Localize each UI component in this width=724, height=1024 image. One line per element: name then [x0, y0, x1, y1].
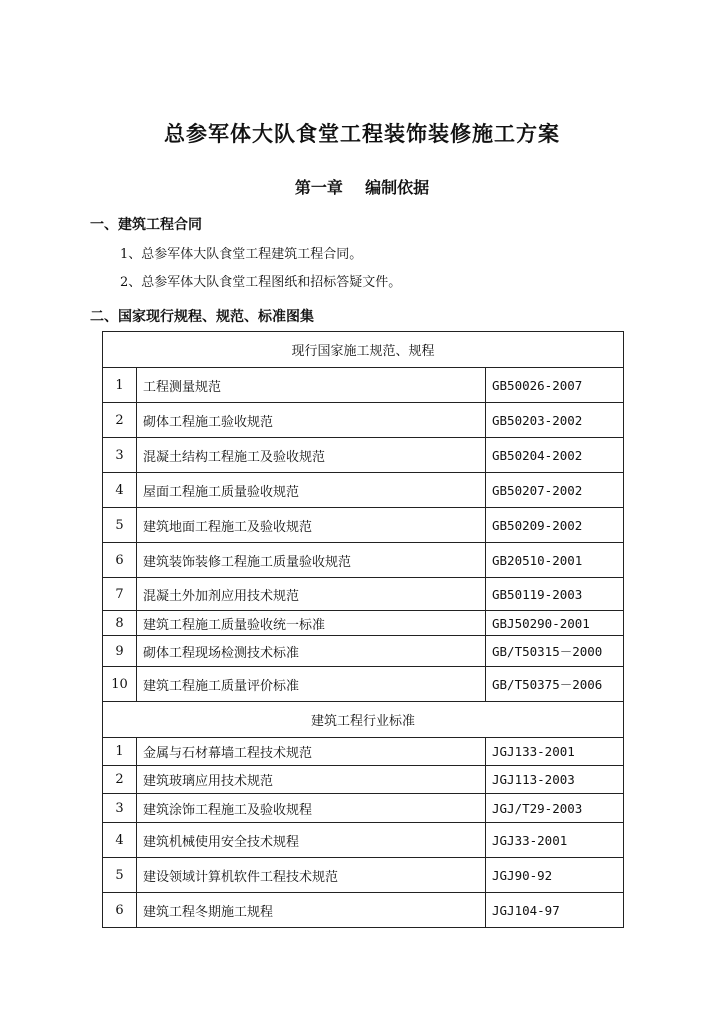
- document-title: 总参军体大队食堂工程装饰装修施工方案: [164, 122, 560, 146]
- standard-name: 混凝土外加剂应用技术规范: [137, 578, 486, 611]
- row-number: 2: [103, 403, 137, 438]
- table-row: [103, 823, 624, 858]
- standard-name: 建筑工程施工质量验收统一标准: [137, 611, 486, 636]
- table-row: [103, 611, 624, 636]
- standard-name: 屋面工程施工质量验收规范: [137, 473, 486, 508]
- row-number: 10: [103, 667, 137, 702]
- table-row: [103, 438, 624, 473]
- row-number: 8: [103, 611, 137, 636]
- row-number: 2: [103, 766, 137, 794]
- table-row: [103, 858, 624, 893]
- standard-name: 建筑机械使用安全技术规程: [137, 823, 486, 858]
- table-row: [103, 473, 624, 508]
- standard-name: 工程测量规范: [137, 368, 486, 403]
- standard-name: 建设领域计算机软件工程技术规范: [137, 858, 486, 893]
- section-heading-contract: 一、建筑工程合同: [90, 217, 202, 233]
- row-number: 1: [103, 738, 137, 766]
- standard-name: 建筑工程施工质量评价标准: [137, 667, 486, 702]
- group-title-industry: 建筑工程行业标准: [103, 702, 624, 738]
- standard-code: GB50203-2002: [486, 403, 624, 438]
- table-row: [103, 667, 624, 702]
- table-row: [103, 543, 624, 578]
- standard-name: 砌体工程施工验收规范: [137, 403, 486, 438]
- standard-code: GB50119-2003: [486, 578, 624, 611]
- standard-code: GB50026-2007: [486, 368, 624, 403]
- standard-code: JGJ133-2001: [486, 738, 624, 766]
- standard-code: GB/T50375－2006: [486, 667, 624, 702]
- row-number: 6: [103, 543, 137, 578]
- standard-code: GB50207-2002: [486, 473, 624, 508]
- standards-table: [102, 331, 624, 928]
- section-heading-standards: 二、国家现行规程、规范、标准图集: [90, 309, 314, 325]
- table-row: [103, 578, 624, 611]
- standard-code: JGJ33-2001: [486, 823, 624, 858]
- row-number: 9: [103, 636, 137, 667]
- row-number: 4: [103, 473, 137, 508]
- chapter-heading: 第一章 编制依据: [294, 178, 430, 197]
- standard-code: GB50209-2002: [486, 508, 624, 543]
- standard-code: JGJ90-92: [486, 858, 624, 893]
- table-row: [103, 368, 624, 403]
- standard-code: JGJ/T29-2003: [486, 794, 624, 823]
- standard-code: GB50204-2002: [486, 438, 624, 473]
- standard-code: JGJ113-2003: [486, 766, 624, 794]
- standard-code: GB20510-2001: [486, 543, 624, 578]
- row-number: 5: [103, 508, 137, 543]
- standard-name: 金属与石材幕墙工程技术规范: [137, 738, 486, 766]
- standard-code: JGJ104-97: [486, 893, 624, 928]
- group-header-row: [103, 702, 624, 738]
- standard-name: 建筑玻璃应用技术规范: [137, 766, 486, 794]
- row-number: 3: [103, 438, 137, 473]
- row-number: 5: [103, 858, 137, 893]
- group-header-row: [103, 332, 624, 368]
- row-number: 6: [103, 893, 137, 928]
- standard-name: 建筑工程冬期施工规程: [137, 893, 486, 928]
- row-number: 7: [103, 578, 137, 611]
- contract-item-1: 1、总参军体大队食堂工程建筑工程合同。: [120, 247, 363, 262]
- table-row: [103, 636, 624, 667]
- table-row: [103, 766, 624, 794]
- standard-name: 混凝土结构工程施工及验收规范: [137, 438, 486, 473]
- standard-code: GB/T50315－2000: [486, 636, 624, 667]
- row-number: 4: [103, 823, 137, 858]
- table-row: [103, 403, 624, 438]
- group-title-national: 现行国家施工规范、规程: [103, 332, 624, 368]
- table-row: [103, 893, 624, 928]
- standard-name: 建筑装饰装修工程施工质量验收规范: [137, 543, 486, 578]
- standard-name: 砌体工程现场检测技术标准: [137, 636, 486, 667]
- row-number: 3: [103, 794, 137, 823]
- standard-name: 建筑涂饰工程施工及验收规程: [137, 794, 486, 823]
- table-row: [103, 738, 624, 766]
- contract-item-2: 2、总参军体大队食堂工程图纸和招标答疑文件。: [120, 275, 402, 290]
- standard-code: GBJ50290-2001: [486, 611, 624, 636]
- row-number: 1: [103, 368, 137, 403]
- table-row: [103, 794, 624, 823]
- table-row: [103, 508, 624, 543]
- standard-name: 建筑地面工程施工及验收规范: [137, 508, 486, 543]
